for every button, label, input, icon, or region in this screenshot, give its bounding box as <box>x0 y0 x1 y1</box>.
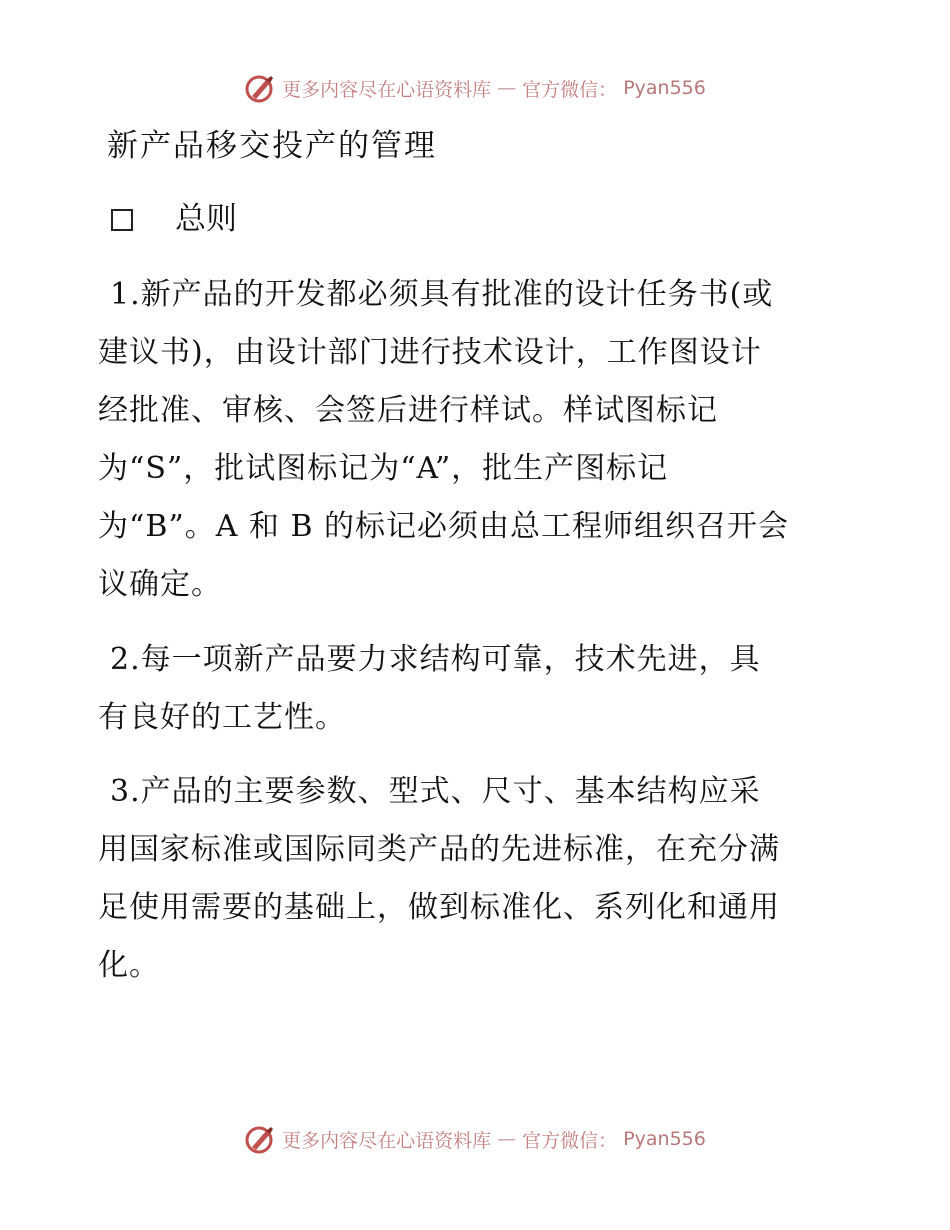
paragraph-line: 为“S”，批试图标记为“A”，批生产图标记 <box>98 451 669 486</box>
paragraph-line: 用国家标准或国际同类产品的先进标准，在充分满 <box>98 832 780 867</box>
watermark-wechat-id: Pyan556 <box>623 1128 706 1150</box>
watermark-wechat-label: 官方微信： <box>522 78 618 101</box>
paragraph-line: 3.产品的主要参数、型式、尺寸、基本结构应采 <box>110 774 761 809</box>
paragraph-line: 足使用需要的基础上，做到标准化、系列化和通用 <box>98 890 780 925</box>
paragraph-line: 1.新产品的开发都必须具有批准的设计任务书(或 <box>110 277 774 312</box>
footer-watermark <box>0 1123 950 1155</box>
header-watermark <box>0 72 950 104</box>
watermark-text: 更多内容尽在心语资料库 <box>282 1129 492 1152</box>
checkbox-icon <box>111 209 133 231</box>
pen-logo-icon <box>244 1123 276 1155</box>
paragraph-line: 2.每一项新产品要力求结构可靠，技术先进，具 <box>110 642 761 677</box>
watermark-wechat-label: 官方微信： <box>522 1129 618 1152</box>
watermark-wechat-id: Pyan556 <box>623 77 706 99</box>
watermark-separator: — <box>497 77 517 99</box>
section-heading <box>111 197 237 241</box>
pen-logo-icon <box>244 72 276 104</box>
document-title: 新产品移交投产的管理 <box>107 128 437 164</box>
paragraph-line: 化。 <box>98 948 160 983</box>
paragraph-line: 有良好的工艺性。 <box>98 700 346 735</box>
paragraph-line: 经批准、审核、会签后进行样试。样试图标记 <box>98 393 718 428</box>
paragraph-line: 为“B”。A 和 B 的标记必须由总工程师组织召开会 <box>98 509 790 544</box>
watermark-separator: — <box>497 1128 517 1150</box>
section-heading-text: 总则 <box>175 201 237 237</box>
paragraph-line: 建议书)，由设计部门进行技术设计，工作图设计 <box>98 335 762 370</box>
paragraph-1 <box>98 266 858 614</box>
paragraph-2 <box>98 631 858 747</box>
paragraph-3 <box>98 763 858 995</box>
paragraph-line: 议确定。 <box>98 567 222 602</box>
watermark-text: 更多内容尽在心语资料库 <box>282 78 492 101</box>
